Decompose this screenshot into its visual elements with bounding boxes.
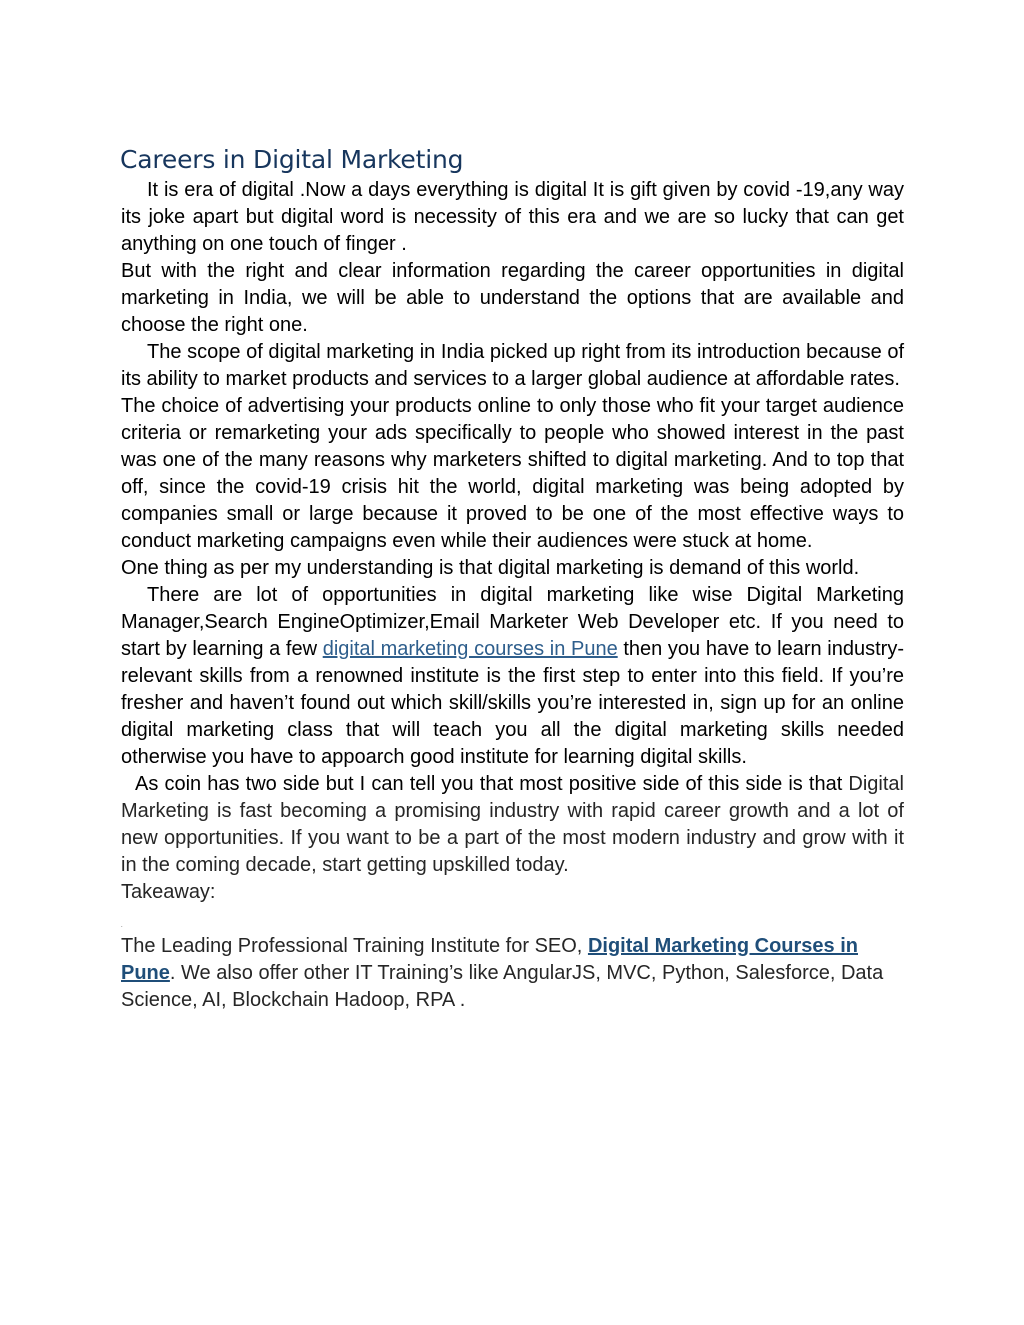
separator-dot: . (121, 923, 123, 929)
footer-courses-link[interactable]: Digital Marketing Courses in Pune (121, 935, 858, 984)
paragraph-scope: The scope of digital marketing in India picked up right from its introduction because of its ability to market products and services to a larger global audience at affordable rates. (121, 341, 904, 390)
paragraph-career-information: But with the right and clear information regarding the career opportunities in digital marketing in India, we will be able to understand the options that are available and choose the right one. (121, 260, 904, 336)
page-title: Careers in Digital Marketing (120, 145, 464, 174)
opportunities-text: There are lot of opportunities in digital marketing like wise Digital Marketing Manager,Search EngineOptimizer,Email Marketer Web Developer etc. If you need to start by learning a few (121, 584, 904, 660)
paragraph-advertising-choice: The choice of advertising your products online to only those who fit your target audience criteria or remarketing your ads specifically to people who showed interest in the past was one of the many reasons why marketers shifted to digital marketing. And to top that off, since the covid-19 crisis hit the world, digital marketing was being adopted by companies small or large because it proved to be one of the most effective ways to conduct marketing campaigns even while their audiences were stuck at home. (121, 395, 904, 552)
paragraph-footer (121, 933, 904, 1014)
paragraph-intro: It is era of digital .Now a days everything is digital It is gift given by covid -19,any way its joke apart but digital word is necessity of this era and we are so lucky that can get anything on one touch of finger . (121, 179, 904, 255)
paragraph-demand: One thing as per my understanding is that digital marketing is demand of this world. (121, 557, 860, 579)
takeaway-label: Takeaway: (121, 881, 216, 903)
footer-text-continued: . We also offer other IT Training’s like AngularJS, MVC, Python, Salesforce, Data Science, AI, Blockchain Hadoop, RPA . (121, 962, 884, 1011)
footer-text: The Leading Professional Training Institute for SEO, (121, 935, 588, 957)
positive-side-text-continued: Digital Marketing is fast becoming a promising industry with rapid career growth and a lot of new opportunities. If you want to be a part of the most modern industry and grow with it in the coming decade, start getting upskilled today. (121, 773, 904, 876)
article-body (121, 177, 904, 1014)
digital-marketing-courses-link[interactable]: digital marketing courses in Pune (322, 638, 618, 660)
paragraph-positive-side (121, 771, 904, 879)
paragraph-opportunities (121, 582, 904, 771)
opportunities-text-continued: then you have to learn industry-relevant skills from a renowned institute is the first step to enter into this field. If you’re fresher and haven’t found out which skill/skills you’re interested in, sign up for an online digital marketing class that will teach you all the digital marketing skills needed otherwise you have to appoarch good institute for learning digital skills. (121, 638, 904, 768)
positive-side-text: As coin has two side but I can tell you that most positive side of this side is that (135, 773, 849, 795)
